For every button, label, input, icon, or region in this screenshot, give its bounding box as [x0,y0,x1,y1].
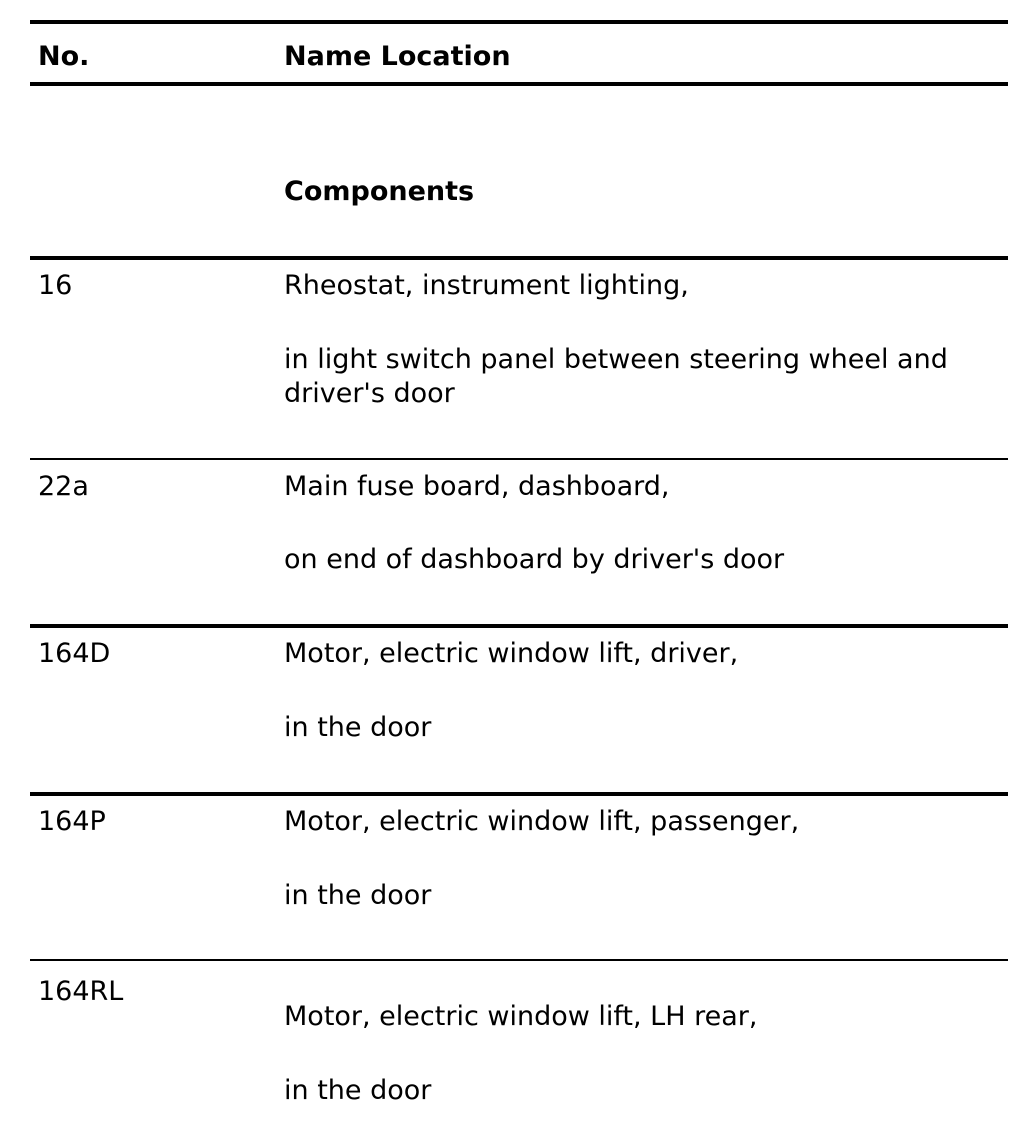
table-top-rule [30,20,1008,24]
header-name-location: Name Location [284,41,511,72]
row-location: in the door [284,1075,432,1106]
row-rule [30,256,1008,260]
row-number: 164P [38,806,106,837]
section-title: Components [284,176,475,207]
row-name: Motor, electric window lift, driver, [284,638,739,669]
row-location: in light switch panel between steering wheel and driver's door [284,344,948,409]
row-name: Rheostat, instrument lighting, [284,270,689,301]
row-rule [30,959,1008,961]
row-name: Main fuse board, dashboard, [284,471,670,502]
row-name: Motor, electric window lift, passenger, [284,806,800,837]
row-location: on end of dashboard by driver's door [284,544,785,575]
row-rule [30,792,1008,796]
row-location: in the door [284,712,432,743]
header-bottom-rule [30,82,1008,86]
row-rule [30,458,1008,460]
row-number: 16 [38,270,73,301]
row-name: Motor, electric window lift, LH rear, [284,1001,758,1032]
row-number: 22a [38,471,89,502]
row-rule [30,624,1008,628]
row-number: 164RL [38,976,124,1007]
row-location: in the door [284,880,432,911]
row-number: 164D [38,638,111,669]
header-no: No. [38,41,90,72]
